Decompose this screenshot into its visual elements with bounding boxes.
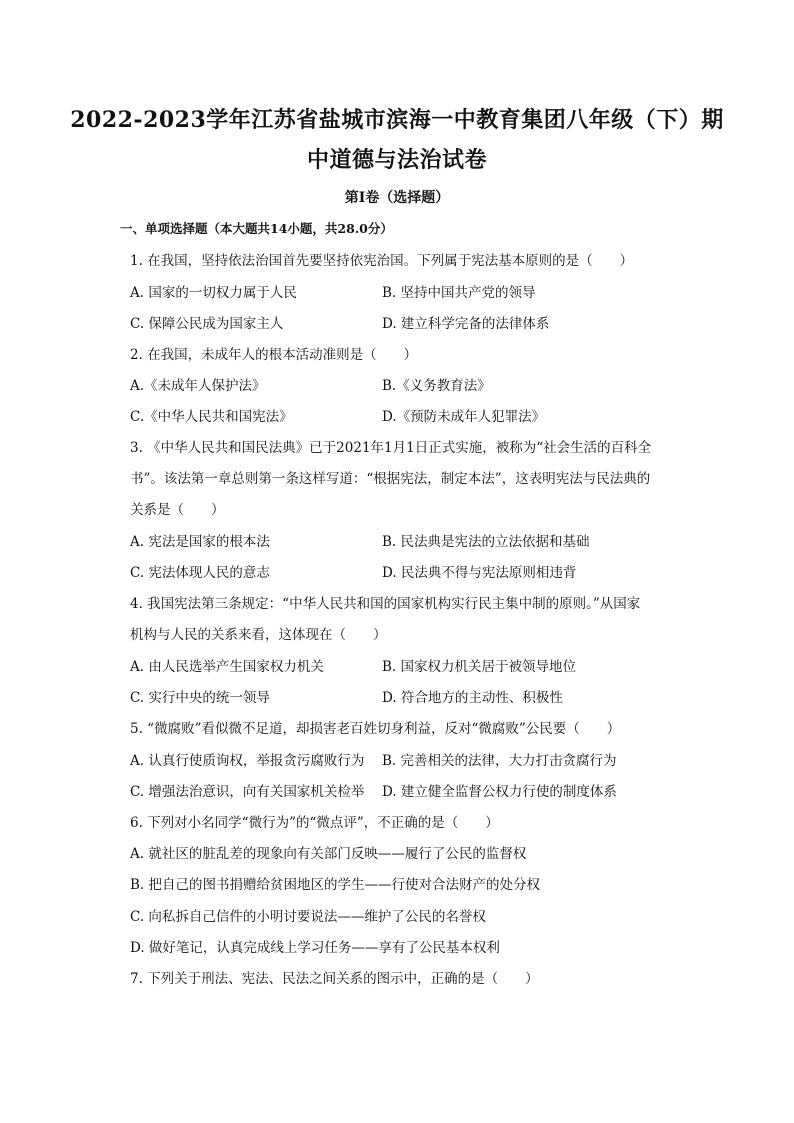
q1-option-c: C. 保障公民成为国家主人 (130, 316, 284, 332)
q1-option-a: A. 国家的一切权力属于人民 (130, 285, 297, 301)
q4-option-d: D. 符合地方的主动性、积极性 (382, 690, 563, 706)
q6-option-a: A. 就社区的脏乱差的现象向有关部门反映——履行了公民的监督权 (130, 846, 527, 862)
volume-heading: 第Ⅰ卷（选择题） (344, 190, 450, 206)
q3-option-d: D. 民法典不得与宪法原则相违背 (382, 565, 577, 581)
question-2-stem: 2. 在我国，未成年人的根本活动准则是（ ） (130, 347, 418, 363)
q5-option-b: B. 完善相关的法律，大力打击贪腐行为 (382, 753, 617, 769)
q6-option-c: C. 向私拆自己信件的小明讨要说法——维护了公民的名誉权 (130, 909, 486, 925)
q5-option-d: D. 建立健全监督公权力行使的制度体系 (382, 784, 617, 800)
question-6-stem: 6. 下列对小名同学“微行为”的“微点评”，不正确的是（ ） (130, 815, 499, 831)
question-5-stem: 5. “微腐败”看似微不足道，却损害老百姓切身利益，反对“微腐败”公民要（ ） (130, 721, 621, 737)
question-3-stem-line-2: 书”。该法第一章总则第一条这样写道：“根据宪法，制定本法”，这表明宪法与民法典的 (130, 471, 651, 487)
q6-option-d: D. 做好笔记，认真完成线上学习任务——享有了公民基本权利 (130, 940, 500, 956)
question-7-stem: 7. 下列关于刑法、宪法、民法之间关系的图示中，正确的是（ ） (130, 971, 539, 987)
q5-option-c: C. 增强法治意识，向有关国家机关检举 (130, 784, 365, 800)
exam-title-line-2: 中道德与法治试卷 (306, 147, 487, 173)
q1-option-d: D. 建立科学完备的法律体系 (382, 316, 550, 332)
q6-option-b: B. 把自己的图书捐赠给贫困地区的学生——行使对合法财产的处分权 (130, 877, 541, 893)
q4-option-c: C. 实行中央的统一领导 (130, 690, 270, 706)
q5-option-a: A. 认真行使质询权，举报贪污腐败行为 (130, 753, 365, 769)
q4-option-a: A. 由人民选举产生国家权力机关 (130, 659, 324, 675)
question-4-stem-line-2: 机构与人民的关系来看，这体现在（ ） (130, 627, 387, 643)
q2-option-b: B.《义务教育法》 (382, 378, 491, 394)
q2-option-d: D.《预防未成年人犯罪法》 (382, 409, 546, 425)
question-4-stem-line-1: 4. 我国宪法第三条规定：“中华人民共和国的国家机构实行民主集中制的原则。”从国家 (130, 596, 641, 612)
q3-option-a: A. 宪法是国家的根本法 (130, 534, 270, 550)
question-1-stem: 1. 在我国，坚持依法治国首先要坚持依宪治国。下列属于宪法基本原则的是（ ） (130, 253, 634, 269)
q3-option-b: B. 民法典是宪法的立法依据和基础 (382, 534, 590, 550)
question-3-stem-line-1: 3. 《中华人民共和国民法典》已于2021年1月1日正式实施，被称为“社会生活的百科全 (130, 440, 652, 456)
q2-option-c: C.《中华人民共和国宪法》 (130, 409, 293, 425)
section-heading: 一、单项选择题（本大题共14小题，共28.0分） (120, 221, 393, 236)
q1-option-b: B. 坚持中国共产党的领导 (382, 285, 536, 301)
q4-option-b: B. 国家权力机关居于被领导地位 (382, 659, 577, 675)
exam-title-line-1: 2022-2023学年江苏省盐城市滨海一中教育集团八年级（下）期 (70, 107, 724, 133)
q3-option-c: C. 宪法体现人民的意志 (130, 565, 270, 581)
question-3-stem-line-3: 关系是（ ） (130, 502, 225, 518)
q2-option-a: A.《未成年人保护法》 (130, 378, 266, 394)
